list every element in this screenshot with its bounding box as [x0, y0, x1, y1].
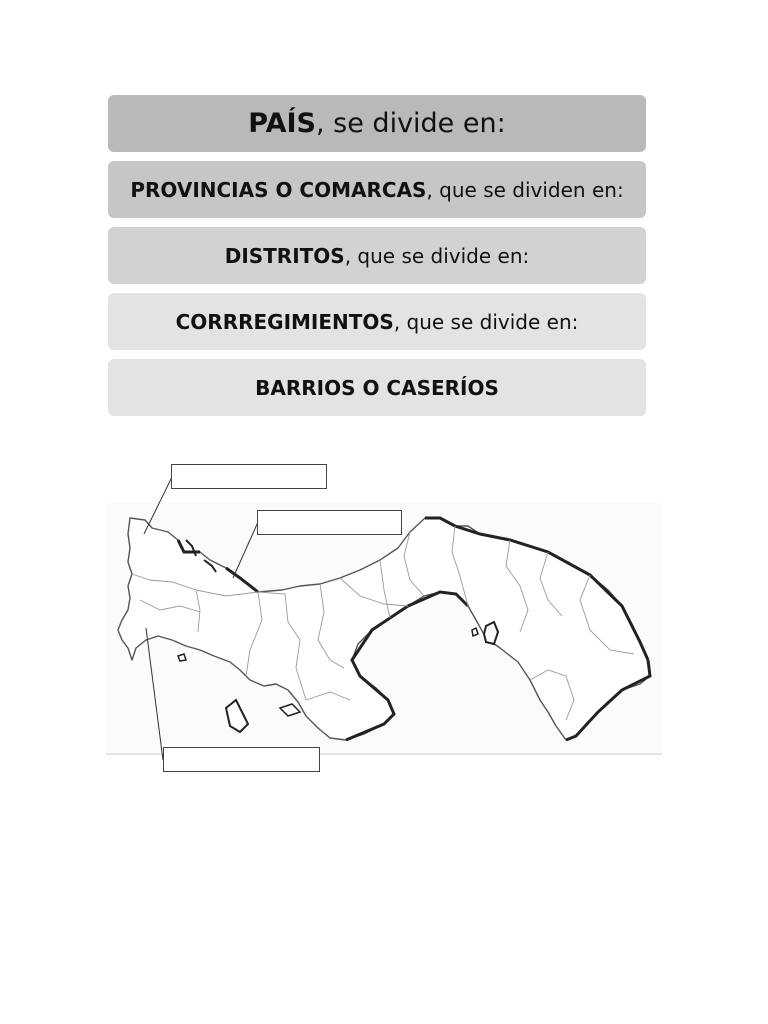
- island-pearl: [484, 622, 498, 644]
- island-small-3: [178, 654, 186, 661]
- level-district-rest: , que se divide en:: [344, 243, 530, 268]
- level-corregimiento-bold: CORRREGIMIENTOS: [175, 309, 394, 334]
- level-country-bold: PAÍS: [248, 108, 316, 139]
- level-district-bold: DISTRITOS: [224, 243, 345, 268]
- label-box-3[interactable]: [163, 747, 320, 772]
- island-small-2: [280, 704, 300, 716]
- level-country-rest: , se divide en:: [316, 108, 506, 139]
- level-corregimiento-rest: , que se divide en:: [393, 309, 579, 334]
- pointer-line-2: [233, 522, 258, 578]
- island-coiba: [226, 700, 248, 732]
- label-box-2[interactable]: [257, 510, 402, 535]
- level-province-rest: , que se dividen en:: [426, 177, 624, 202]
- level-barrio-bold: BARRIOS O CASERÍOS: [255, 375, 499, 400]
- pointer-line-3: [146, 628, 163, 760]
- pointer-line-1: [144, 477, 172, 534]
- level-province-bold: PROVINCIAS O COMARCAS: [130, 177, 427, 202]
- island-small-1: [472, 628, 478, 636]
- label-box-1[interactable]: [171, 464, 327, 489]
